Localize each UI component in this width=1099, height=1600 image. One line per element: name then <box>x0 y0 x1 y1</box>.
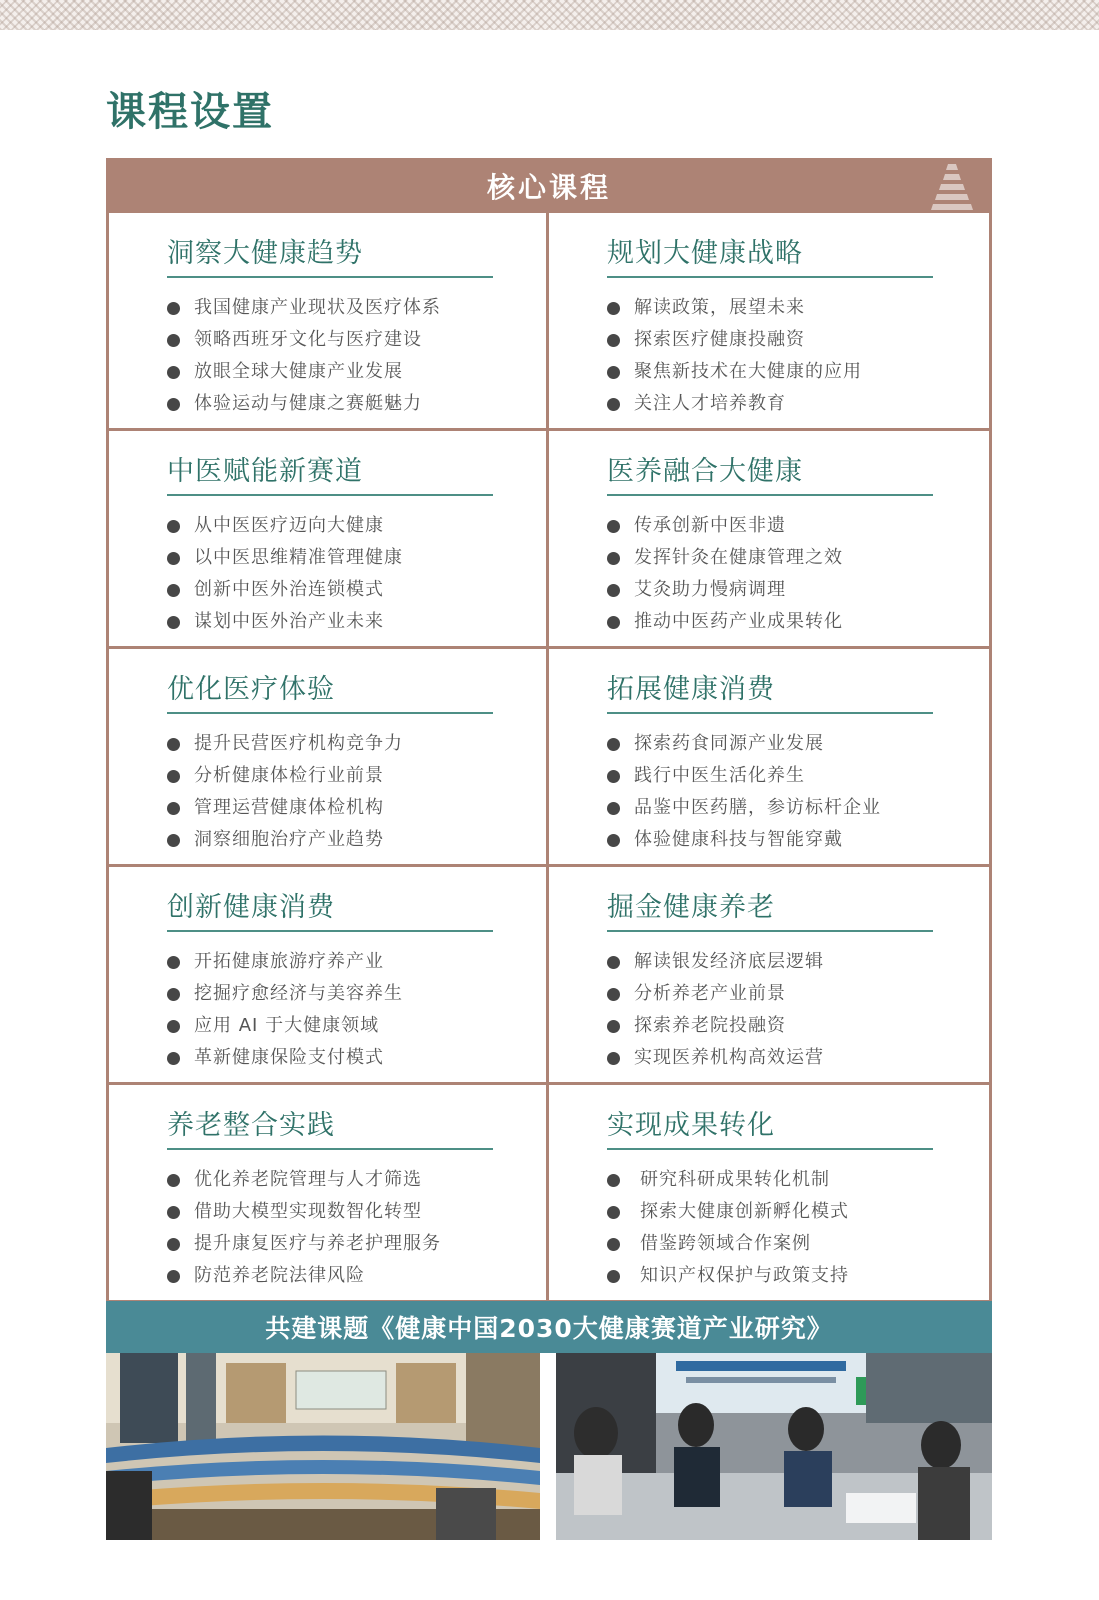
bullet-dot-icon <box>167 802 180 815</box>
topic-text: 提升民营医疗机构竞争力 <box>194 733 403 754</box>
bullet-dot-icon <box>607 738 620 751</box>
module-topic <box>167 1010 546 1042</box>
bullet-dot-icon <box>607 956 620 969</box>
topic-text: 以中医思维精准管理健康 <box>194 547 403 568</box>
bullet-dot-icon <box>167 738 180 751</box>
bullet-dot-icon <box>167 1206 180 1219</box>
course-module <box>549 431 989 649</box>
module-topic-list <box>607 1164 989 1292</box>
classroom-photo <box>106 1353 540 1540</box>
topic-text: 解读银发经济底层逻辑 <box>634 951 824 972</box>
topic-text: 探索大健康创新孵化模式 <box>640 1201 849 1222</box>
module-topic <box>607 292 989 324</box>
module-topic <box>167 1260 546 1292</box>
bullet-dot-icon <box>167 584 180 597</box>
module-title: 创新健康消费 <box>167 885 493 932</box>
module-topic <box>607 1042 989 1074</box>
bullet-dot-icon <box>607 1270 620 1283</box>
bullet-dot-icon <box>607 552 620 565</box>
topic-text: 开拓健康旅游疗养产业 <box>194 951 384 972</box>
bullet-dot-icon <box>607 1206 620 1219</box>
bullet-dot-icon <box>607 334 620 347</box>
course-module <box>109 1085 549 1303</box>
topic-text: 提升康复医疗与养老护理服务 <box>194 1233 441 1254</box>
topic-text: 探索医疗健康投融资 <box>634 329 805 350</box>
topic-text: 体验运动与健康之赛艇魅力 <box>194 393 422 414</box>
module-topic <box>607 606 989 638</box>
module-topic <box>607 978 989 1010</box>
bullet-dot-icon <box>167 552 180 565</box>
topic-text: 借助大模型实现数智化转型 <box>194 1201 422 1222</box>
module-topic <box>167 1228 546 1260</box>
module-topic-list <box>607 292 989 420</box>
module-title: 拓展健康消费 <box>607 667 933 714</box>
topic-text: 艾灸助力慢病调理 <box>634 579 786 600</box>
module-topic <box>607 760 989 792</box>
topic-text: 品鉴中医药膳，参访标杆企业 <box>634 797 881 818</box>
topic-text: 发挥针灸在健康管理之效 <box>634 547 843 568</box>
module-topic <box>607 388 989 420</box>
module-topic <box>167 542 546 574</box>
topic-text: 知识产权保护与政策支持 <box>640 1265 849 1286</box>
bullet-dot-icon <box>607 520 620 533</box>
topic-text: 分析养老产业前景 <box>634 983 786 1004</box>
bullet-dot-icon <box>167 398 180 411</box>
module-topic-list <box>607 946 989 1074</box>
module-topic <box>167 388 546 420</box>
module-topic <box>167 1042 546 1074</box>
course-module <box>549 867 989 1085</box>
module-topic <box>167 946 546 978</box>
page-title: 课程设置 <box>106 89 274 135</box>
module-topic <box>607 1010 989 1042</box>
bullet-dot-icon <box>607 1238 620 1251</box>
module-title: 掘金健康养老 <box>607 885 933 932</box>
module-topic <box>607 824 989 856</box>
module-topic <box>607 1228 989 1260</box>
bullet-dot-icon <box>167 1052 180 1065</box>
course-module <box>109 213 549 431</box>
module-topic <box>607 1196 989 1228</box>
module-topic <box>167 728 546 760</box>
core-courses-title: 核心课程 <box>486 170 611 204</box>
course-module <box>109 431 549 649</box>
module-topic <box>167 324 546 356</box>
course-module <box>549 213 989 431</box>
module-topic <box>167 606 546 638</box>
bullet-dot-icon <box>607 616 620 629</box>
topic-text: 分析健康体检行业前景 <box>194 765 384 786</box>
module-topic <box>167 1164 546 1196</box>
course-module <box>549 649 989 867</box>
module-topic-list <box>607 510 989 638</box>
bullet-dot-icon <box>167 770 180 783</box>
module-topic <box>607 1164 989 1196</box>
bullet-dot-icon <box>607 1020 620 1033</box>
bullet-dot-icon <box>607 584 620 597</box>
bullet-dot-icon <box>607 1174 620 1187</box>
bullet-dot-icon <box>167 366 180 379</box>
bullet-dot-icon <box>607 366 620 379</box>
bullet-dot-icon <box>167 616 180 629</box>
module-topic <box>607 542 989 574</box>
module-topic <box>167 574 546 606</box>
module-title: 医养融合大健康 <box>607 449 933 496</box>
bullet-dot-icon <box>167 1270 180 1283</box>
module-title: 实现成果转化 <box>607 1103 933 1150</box>
topic-text: 探索养老院投融资 <box>634 1015 786 1036</box>
bullet-dot-icon <box>167 1020 180 1033</box>
module-topic <box>607 1260 989 1292</box>
module-topic <box>607 728 989 760</box>
research-project-banner: 共建课题《健康中国2030大健康赛道产业研究》 <box>106 1301 992 1353</box>
module-topic-list <box>167 510 546 638</box>
module-title: 优化医疗体验 <box>167 667 493 714</box>
module-topic <box>167 792 546 824</box>
bullet-dot-icon <box>167 302 180 315</box>
module-topic-list <box>167 728 546 856</box>
topic-text: 实现医养机构高效运营 <box>634 1047 824 1068</box>
topic-text: 推动中医药产业成果转化 <box>634 611 843 632</box>
module-topic-list <box>167 1164 546 1292</box>
module-topic <box>167 1196 546 1228</box>
module-topic <box>607 324 989 356</box>
bullet-dot-icon <box>607 770 620 783</box>
conference-photo <box>556 1353 992 1540</box>
topic-text: 优化养老院管理与人才筛选 <box>194 1169 422 1190</box>
module-topic <box>167 978 546 1010</box>
topic-text: 探索药食同源产业发展 <box>634 733 824 754</box>
module-title: 洞察大健康趋势 <box>167 231 493 278</box>
topic-text: 研究科研成果转化机制 <box>640 1169 830 1190</box>
core-courses-header <box>106 158 992 213</box>
module-title: 中医赋能新赛道 <box>167 449 493 496</box>
module-topic <box>607 510 989 542</box>
course-module <box>109 867 549 1085</box>
module-topic <box>167 292 546 324</box>
module-title: 规划大健康战略 <box>607 231 933 278</box>
bullet-dot-icon <box>167 334 180 347</box>
module-topic <box>607 792 989 824</box>
topic-text: 从中医医疗迈向大健康 <box>194 515 384 536</box>
bullet-dot-icon <box>607 302 620 315</box>
bullet-dot-icon <box>607 398 620 411</box>
topic-text: 管理运营健康体检机构 <box>194 797 384 818</box>
bullet-dot-icon <box>167 988 180 1001</box>
module-topic-list <box>167 946 546 1074</box>
stripe-triangle-icon <box>926 160 978 212</box>
topic-text: 应用 AI 于大健康领域 <box>194 1015 380 1036</box>
topic-text: 谋划中医外治产业未来 <box>194 611 384 632</box>
module-topic-list <box>167 292 546 420</box>
topic-text: 解读政策，展望未来 <box>634 297 805 318</box>
topic-text: 聚焦新技术在大健康的应用 <box>634 361 862 382</box>
bullet-dot-icon <box>167 1174 180 1187</box>
course-module <box>549 1085 989 1303</box>
course-module-grid <box>106 213 992 1303</box>
bullet-dot-icon <box>607 988 620 1001</box>
bullet-dot-icon <box>167 956 180 969</box>
bullet-dot-icon <box>167 520 180 533</box>
bullet-dot-icon <box>607 834 620 847</box>
module-topic <box>167 510 546 542</box>
module-topic <box>167 356 546 388</box>
module-title: 养老整合实践 <box>167 1103 493 1150</box>
topic-text: 创新中医外治连锁模式 <box>194 579 384 600</box>
bullet-dot-icon <box>607 802 620 815</box>
module-topic <box>167 760 546 792</box>
module-topic <box>607 356 989 388</box>
topic-text: 革新健康保险支付模式 <box>194 1047 384 1068</box>
topic-text: 借鉴跨领域合作案例 <box>640 1233 811 1254</box>
module-topic <box>167 824 546 856</box>
topic-text: 关注人才培养教育 <box>634 393 786 414</box>
topic-text: 体验健康科技与智能穿戴 <box>634 829 843 850</box>
topic-text: 洞察细胞治疗产业趋势 <box>194 829 384 850</box>
topic-text: 放眼全球大健康产业发展 <box>194 361 403 382</box>
bullet-dot-icon <box>167 834 180 847</box>
topic-text: 传承创新中医非遗 <box>634 515 786 536</box>
topic-text: 领略西班牙文化与医疗建设 <box>194 329 422 350</box>
course-module <box>109 649 549 867</box>
topic-text: 我国健康产业现状及医疗体系 <box>194 297 441 318</box>
topic-text: 挖掘疗愈经济与美容养生 <box>194 983 403 1004</box>
bullet-dot-icon <box>607 1052 620 1065</box>
module-topic-list <box>607 728 989 856</box>
module-topic <box>607 574 989 606</box>
bullet-dot-icon <box>167 1238 180 1251</box>
decorative-top-stripe <box>0 0 1099 30</box>
topic-text: 践行中医生活化养生 <box>634 765 805 786</box>
module-topic <box>607 946 989 978</box>
topic-text: 防范养老院法律风险 <box>194 1265 365 1286</box>
